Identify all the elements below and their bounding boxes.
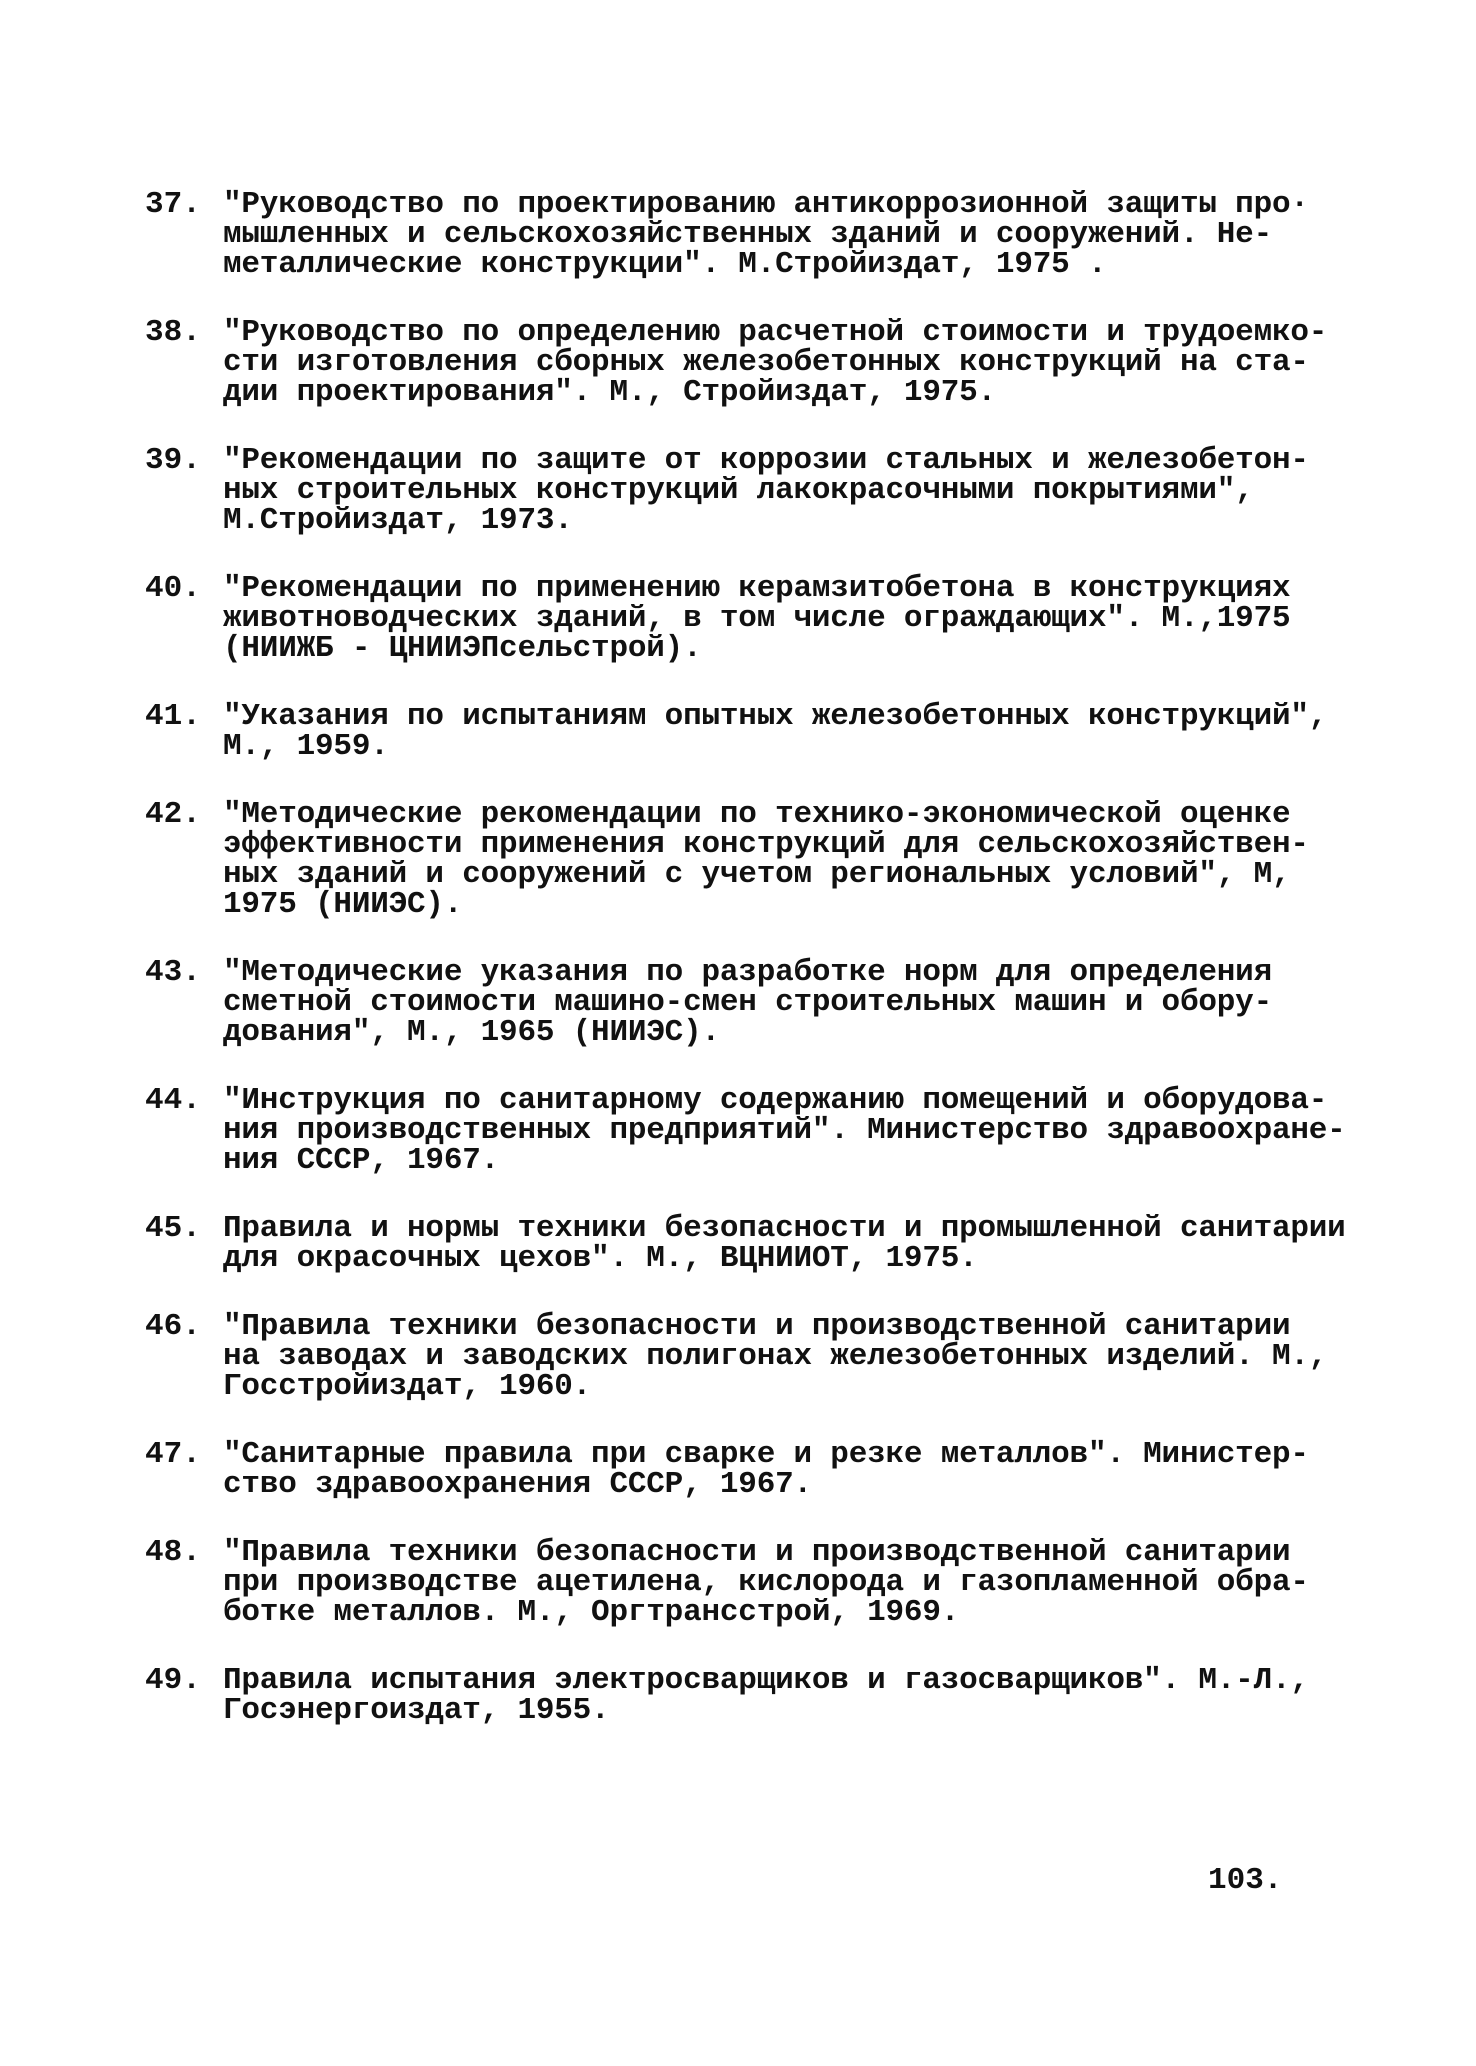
reference-number: 47. bbox=[145, 1437, 201, 1472]
reference-text: "Методические указания по разработке норм для определения сметной стоимости машино-смен строительных машин и обору- дования", М., 1965 (НИИЭС). bbox=[223, 955, 1272, 1050]
reference-text: "Правила техники безопасности и производственной санитарии при производстве ацетилена, кислорода и газопламенной обра- ботке металлов. М., Оргтрансстрой, 1969. bbox=[223, 1535, 1309, 1630]
reference-item bbox=[145, 315, 1365, 410]
reference-text: "Руководство по проектированию антикоррозионной защиты про· мышленных и сельскохозяйственных зданий и сооружений. Не- металлические конструкции". М.Стройиздат, 1975 . bbox=[223, 187, 1309, 282]
reference-number: 40. bbox=[145, 571, 201, 606]
reference-text: "Санитарные правила при сварке и резке металлов". Министер- ство здравоохранения СССР, 1967. bbox=[223, 1437, 1309, 1502]
reference-number: 39. bbox=[145, 443, 201, 478]
reference-number: 37. bbox=[145, 187, 201, 222]
reference-text: "Указания по испытаниям опытных железобетонных конструкций", М., 1959. bbox=[223, 699, 1328, 764]
reference-number: 48. bbox=[145, 1535, 201, 1570]
reference-number: 41. bbox=[145, 699, 201, 734]
reference-item bbox=[145, 1535, 1365, 1630]
reference-number: 38. bbox=[145, 315, 201, 350]
reference-item bbox=[145, 571, 1365, 666]
reference-list bbox=[145, 187, 1365, 1764]
reference-number: 44. bbox=[145, 1083, 201, 1118]
reference-number: 43. bbox=[145, 955, 201, 990]
reference-number: 46. bbox=[145, 1309, 201, 1344]
reference-item bbox=[145, 1083, 1365, 1178]
reference-text: Правила испытания электросварщиков и газосварщиков". М.-Л., Госэнергоиздат, 1955. bbox=[223, 1663, 1309, 1728]
reference-number: 42. bbox=[145, 797, 201, 832]
reference-item bbox=[145, 699, 1365, 764]
page-number: 103. bbox=[1208, 1863, 1283, 1898]
reference-text: Правила и нормы техники безопасности и промышленной санитарии для окрасочных цехов". М., ВЦНИИОТ, 1975. bbox=[223, 1211, 1346, 1276]
reference-item bbox=[145, 1309, 1365, 1404]
reference-item bbox=[145, 1437, 1365, 1502]
reference-text: "Рекомендации по защите от коррозии стальных и железобетон- ных строительных конструкций лакокрасочными покрытиями", М.Стройиздат, 1973. bbox=[223, 443, 1309, 538]
reference-number: 49. bbox=[145, 1663, 201, 1698]
reference-text: "Правила техники безопасности и производственной санитарии на заводах и заводских полигонах железобетонных изделий. М., Госстройиздат, 1960. bbox=[223, 1309, 1328, 1404]
reference-number: 45. bbox=[145, 1211, 201, 1246]
reference-text: "Методические рекомендации по технико-экономической оценке эффективности применения конструкций для сельскохозяйствен- ных зданий и сооружений с учетом региональных условий", М, 1975 (НИИЭС). bbox=[223, 797, 1309, 922]
reference-item bbox=[145, 1211, 1365, 1276]
reference-item bbox=[145, 955, 1365, 1050]
reference-item bbox=[145, 1663, 1365, 1728]
reference-text: "Рекомендации по применению керамзитобетона в конструкциях животноводческих зданий, в том числе ограждающих". М.,1975 (НИИЖБ - ЦНИИЭПсельстрой). bbox=[223, 571, 1291, 666]
reference-item bbox=[145, 187, 1365, 282]
reference-item bbox=[145, 797, 1365, 922]
reference-item bbox=[145, 443, 1365, 538]
reference-text: "Инструкция по санитарному содержанию помещений и оборудова- ния производственных предприятий". Министерство здравоохране- ния СССР, 1967. bbox=[223, 1083, 1346, 1178]
reference-text: "Руководство по определению расчетной стоимости и трудоемко- сти изготовления сборных железобетонных конструкций на ста- дии проектирования". М., Стройиздат, 1975. bbox=[223, 315, 1328, 410]
